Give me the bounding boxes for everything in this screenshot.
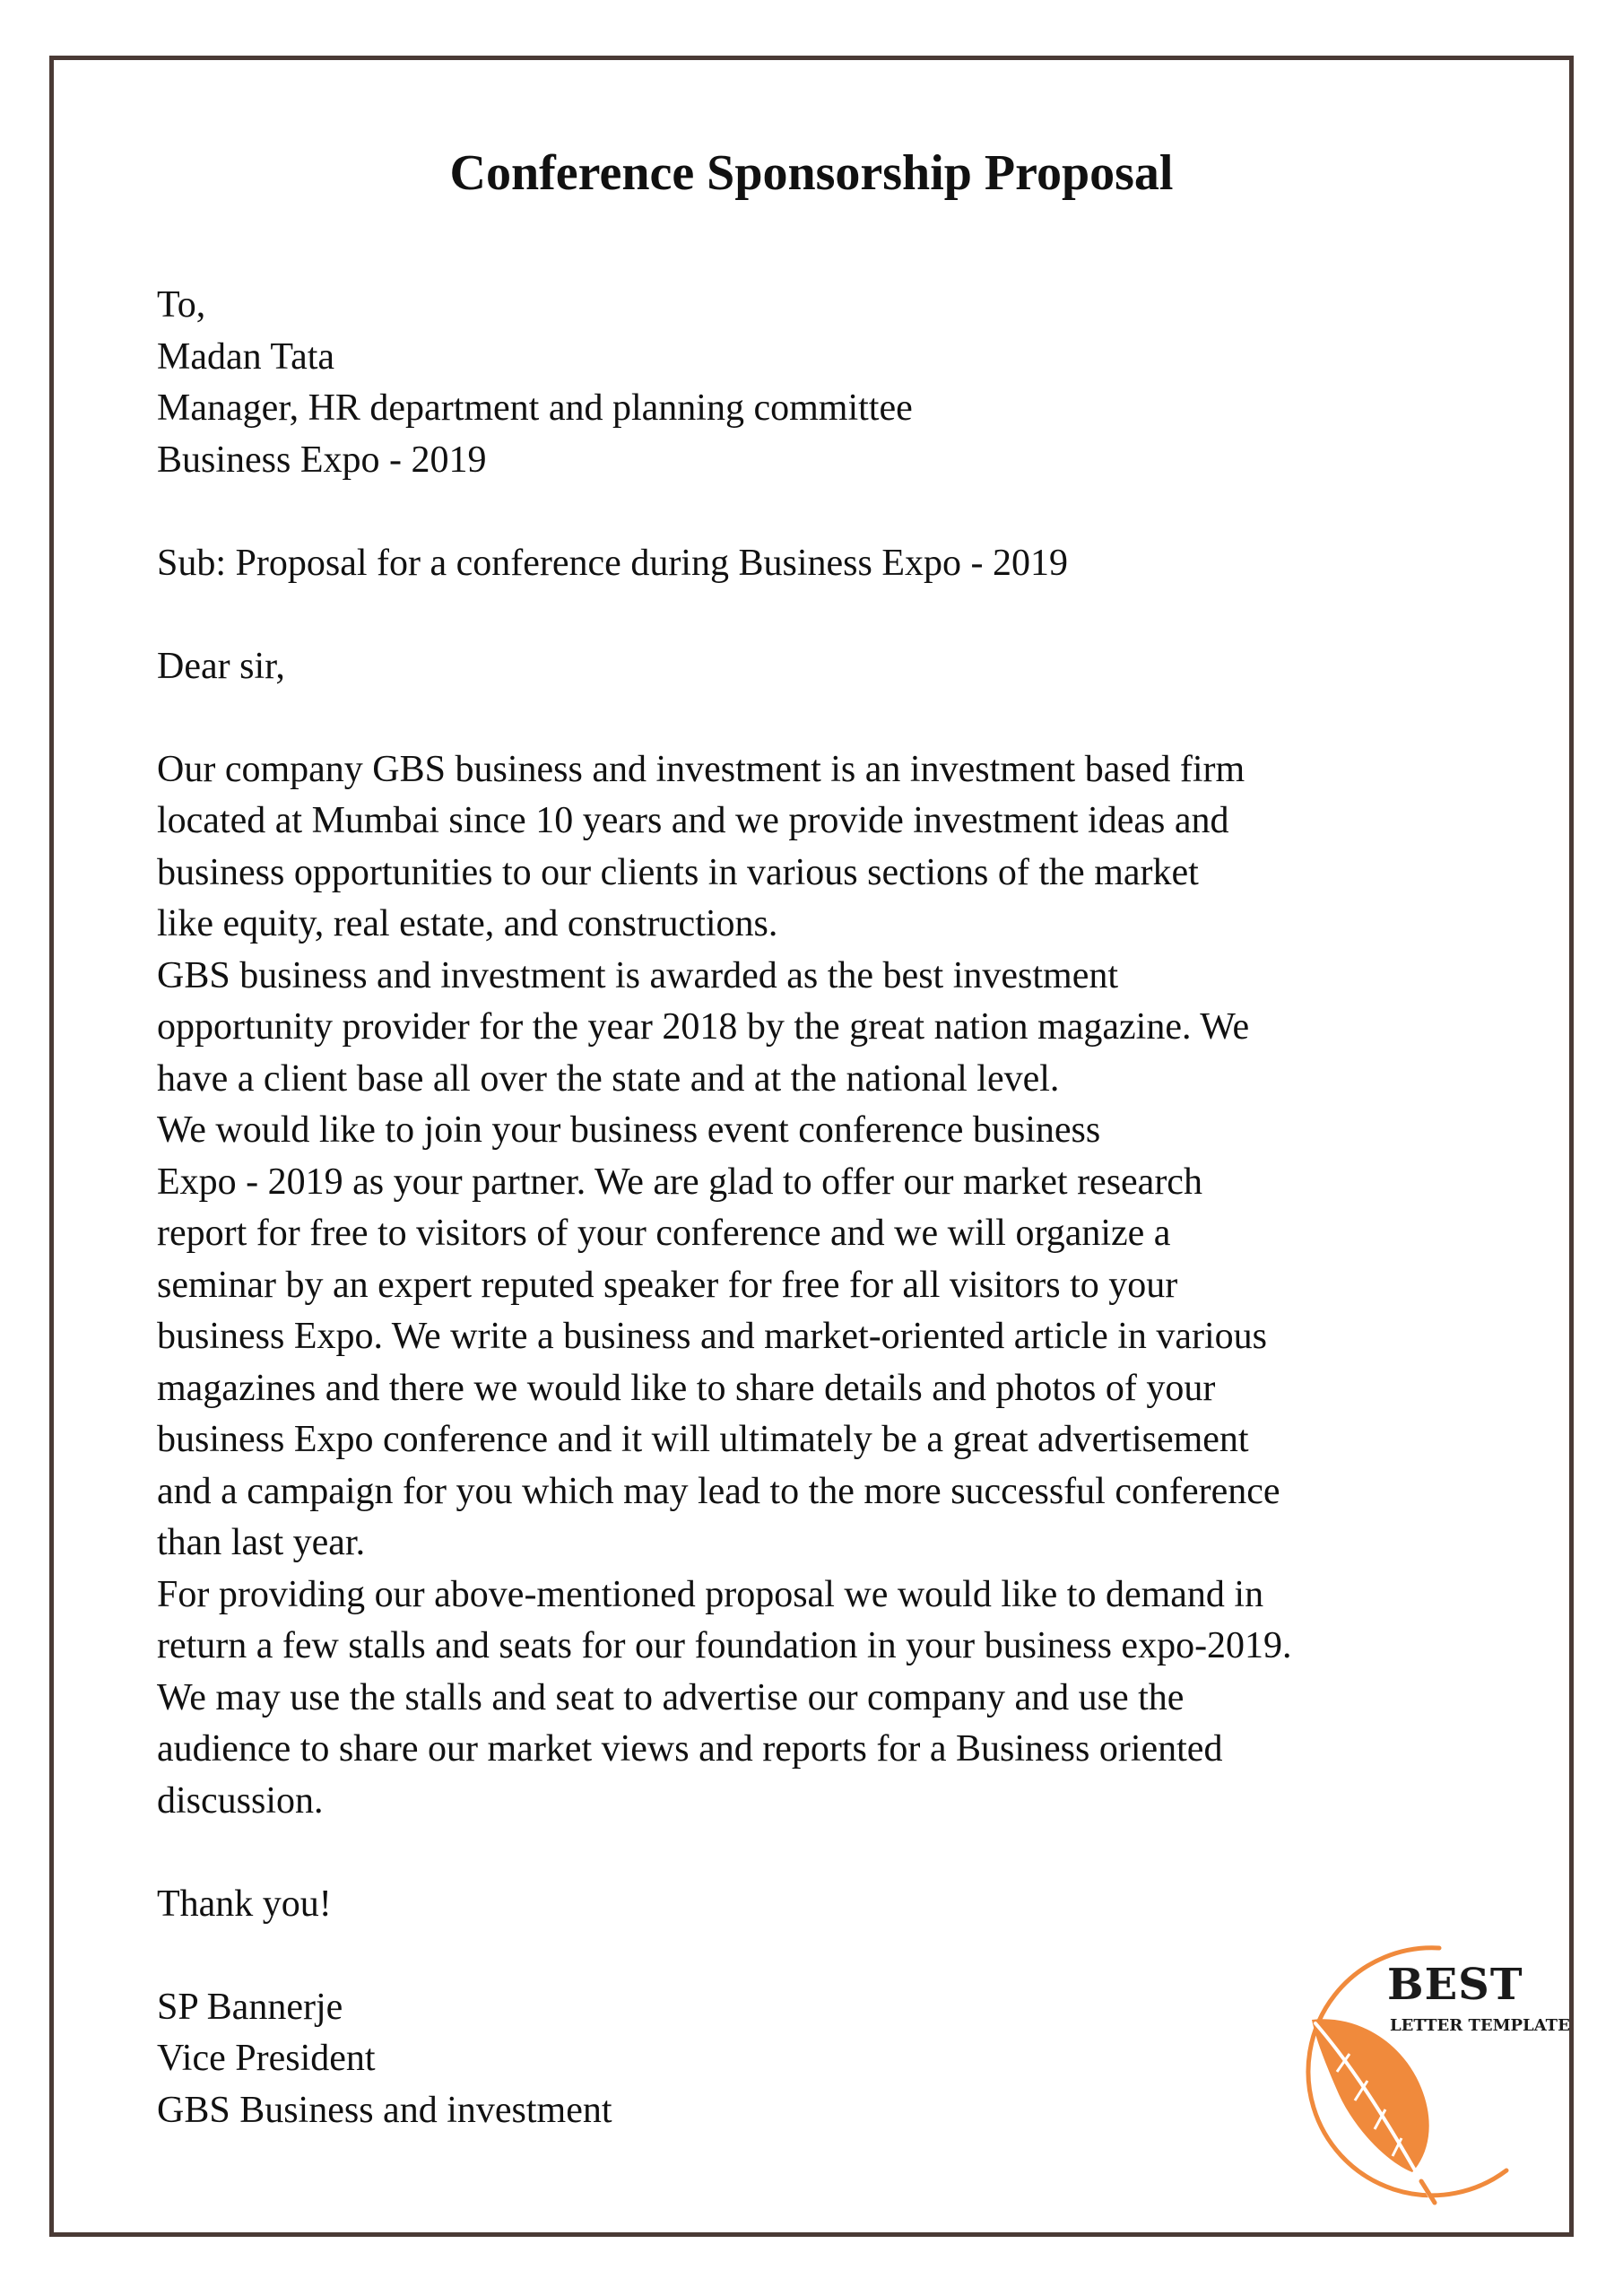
body-line: We would like to join your business event conference business	[157, 1109, 1101, 1151]
body-line: business Expo. We write a business and market-oriented article in various	[157, 1316, 1268, 1357]
spacer	[157, 692, 1520, 744]
address-block	[157, 280, 1520, 486]
address-line: To,	[157, 284, 206, 326]
signature-company: GBS Business and investment	[157, 2089, 612, 2131]
logo-text-letter-template: LETTER TEMPLATE	[1390, 2016, 1570, 2035]
body-line: business Expo conference and it will ultimately be a great advertisement	[157, 1419, 1249, 1460]
address-line: Business Expo - 2019	[157, 439, 487, 481]
body-line: return a few stalls and seats for our foundation in your business expo-2019.	[157, 1625, 1292, 1666]
feather-icon	[1312, 2019, 1435, 2203]
body-line: discussion.	[157, 1779, 324, 1822]
body-line: We may use the stalls and seat to advertise our company and use the	[157, 1676, 1185, 1718]
best-letter-template-logo	[1251, 1937, 1574, 2206]
body-line: business opportunities to our clients in various sections of the market	[157, 851, 1199, 893]
spacer	[157, 486, 1520, 538]
body-line: have a client base all over the state and at the national level.	[157, 1057, 1060, 1100]
body-line: magazines and there we would like to share details and photos of your	[157, 1367, 1216, 1409]
logo-text-best: BEST	[1387, 1960, 1523, 2010]
body-line: located at Mumbai since 10 years and we provide investment ideas and	[157, 800, 1229, 841]
salutation: Dear sir,	[157, 645, 285, 687]
body-line: For providing our above-mentioned proposal we would like to demand in	[157, 1573, 1264, 1615]
signature-name: SP Bannerje	[157, 1986, 343, 2028]
body-line: like equity, real estate, and constructions.	[157, 903, 778, 944]
body-paragraphs	[157, 744, 1520, 1828]
body-line: and a campaign for you which may lead to the more successful conference	[157, 1470, 1280, 1512]
body-line: audience to share our market views and reports for a Business oriented	[157, 1728, 1223, 1770]
body-line: Expo - 2019 as your partner. We are glad to offer our market research	[157, 1161, 1202, 1203]
document-title: Conference Sponsorship Proposal	[449, 145, 1174, 201]
body-line: opportunity provider for the year 2018 by the great nation magazine. We	[157, 1006, 1250, 1048]
spacer	[157, 589, 1520, 641]
body-line: seminar by an expert reputed speaker for free for all visitors to your	[157, 1264, 1178, 1306]
body-line: Our company GBS business and investment is an investment based firm	[157, 748, 1245, 790]
closing: Thank you!	[157, 1883, 332, 1925]
spacer	[157, 1827, 1520, 1879]
body-line: report for free to visitors of your conference and we will organize a	[157, 1213, 1171, 1254]
signature-title: Vice President	[157, 2038, 376, 2079]
subject-line: Sub: Proposal for a conference during Business Expo - 2019	[157, 542, 1068, 584]
letter-body	[157, 280, 1520, 2136]
address-line: Manager, HR department and planning committee	[157, 387, 913, 429]
body-line: than last year.	[157, 1522, 366, 1563]
address-line: Madan Tata	[157, 335, 335, 378]
body-line: GBS business and investment is awarded as the best investment	[157, 954, 1119, 996]
